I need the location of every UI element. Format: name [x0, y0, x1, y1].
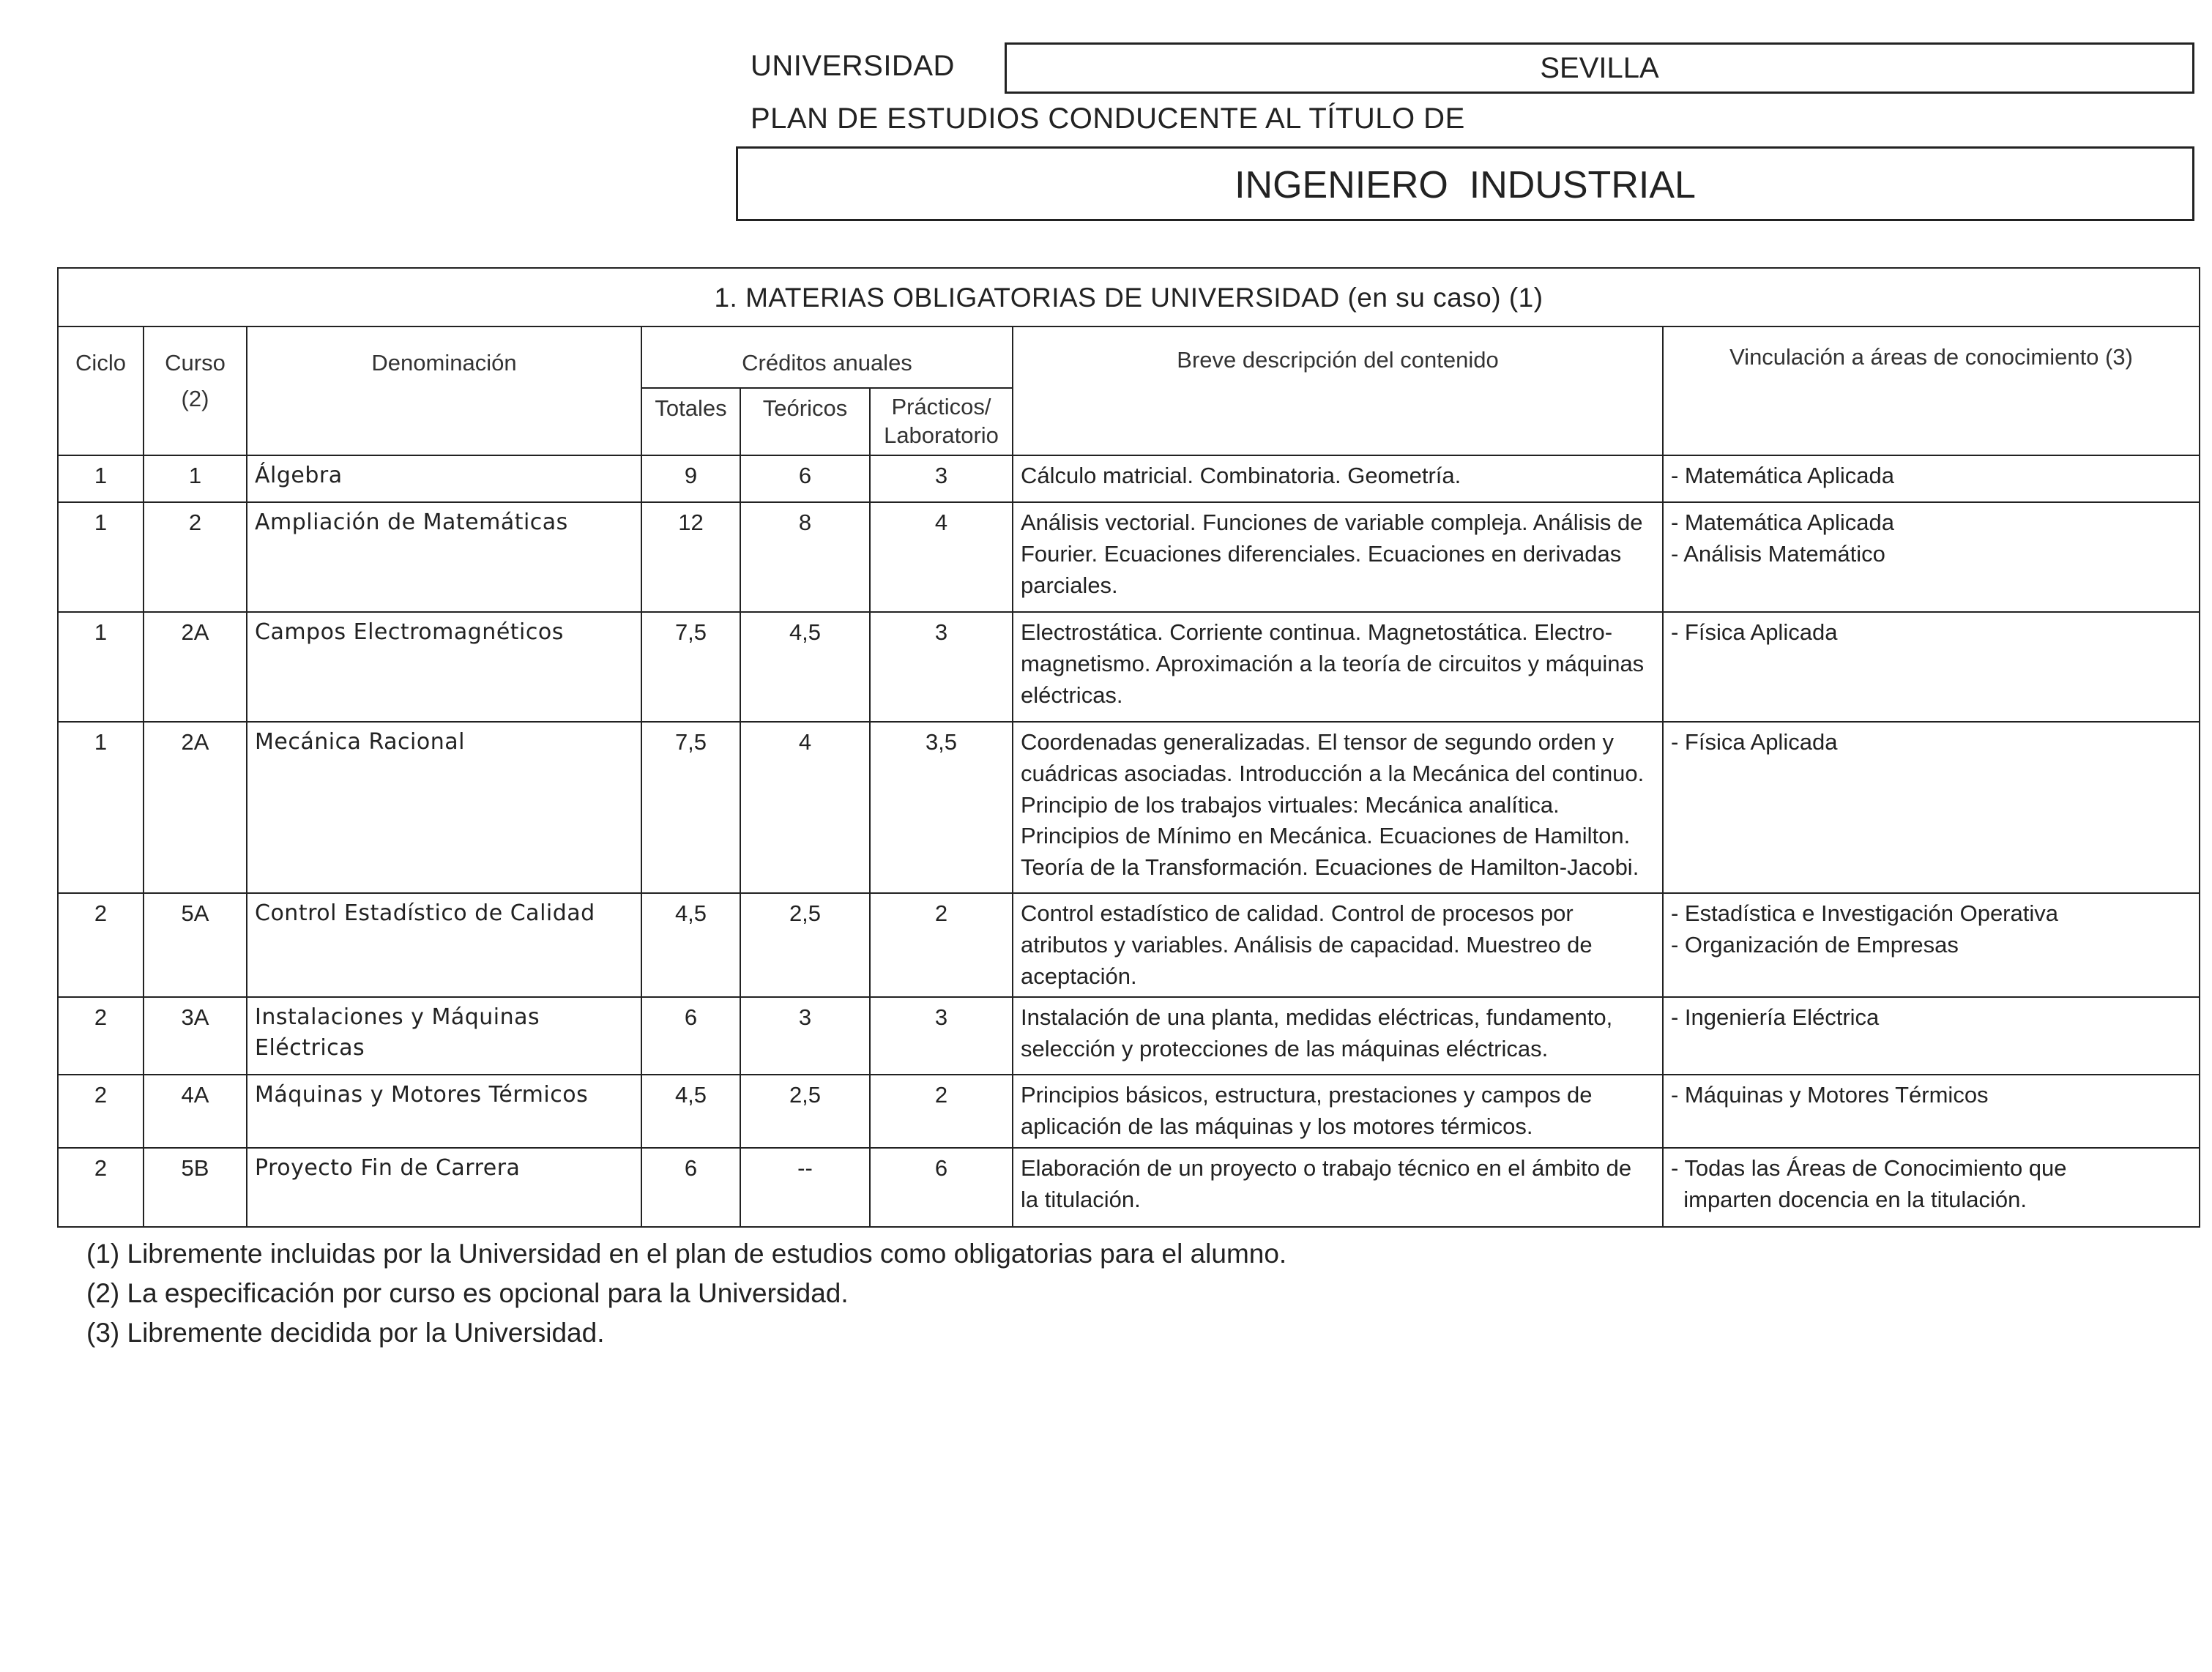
cell-ciclo: 1	[58, 722, 144, 893]
cell-curso: 3A	[144, 997, 247, 1075]
table-row	[58, 1148, 2200, 1227]
cell-practicos: 4	[870, 502, 1013, 612]
plan-label: PLAN DE ESTUDIOS CONDUCENTE AL TÍTULO DE	[751, 102, 1465, 135]
subjects-table	[57, 267, 2200, 1228]
cell-teoricos: 3	[740, 997, 870, 1075]
area-item: - Ingeniería Eléctrica	[1671, 1004, 1880, 1031]
cell-practicos: 6	[870, 1148, 1013, 1227]
cell-practicos: 3	[870, 455, 1013, 502]
footnote-3: (3) Libremente decidida por la Universidad.	[86, 1318, 605, 1348]
area-item: - Todas las Áreas de Conocimiento que	[1671, 1155, 2067, 1182]
cell-ciclo: 2	[58, 1148, 144, 1227]
university-label: UNIVERSIDAD	[751, 50, 955, 82]
table-row	[58, 893, 2200, 997]
cell-denominacion: Máquinas y Motores Térmicos	[247, 1075, 641, 1148]
table-row	[58, 1075, 2200, 1148]
cell-totales: 7,5	[641, 722, 740, 893]
table-row	[58, 722, 2200, 893]
table-row	[58, 455, 2200, 502]
cell-denominacion: Mecánica Racional	[247, 722, 641, 893]
cell-practicos: 3	[870, 612, 1013, 722]
cell-ciclo: 1	[58, 455, 144, 502]
cell-areas	[1663, 455, 2200, 502]
cell-practicos: 3,5	[870, 722, 1013, 893]
cell-totales: 4,5	[641, 893, 740, 997]
cell-teoricos: 6	[740, 455, 870, 502]
cell-totales: 7,5	[641, 612, 740, 722]
cell-areas	[1663, 893, 2200, 997]
cell-areas	[1663, 502, 2200, 612]
area-item: - Estadística e Investigación Operativa	[1671, 900, 2058, 926]
cell-curso: 2A	[144, 722, 247, 893]
cell-teoricos: --	[740, 1148, 870, 1227]
university-value: SEVILLA	[1540, 52, 1659, 84]
cell-ciclo: 2	[58, 893, 144, 997]
cell-descripcion: Elaboración de un proyecto o trabajo técnico en el ámbito de la titulación.	[1013, 1148, 1663, 1227]
cell-totales: 12	[641, 502, 740, 612]
table-row	[58, 612, 2200, 722]
cell-areas	[1663, 1075, 2200, 1148]
header-denominacion: Denominación	[247, 326, 641, 455]
cell-curso: 2	[144, 502, 247, 612]
cell-curso: 1	[144, 455, 247, 502]
cell-denominacion: Álgebra	[247, 455, 641, 502]
degree-value: INGENIERO INDUSTRIAL	[1235, 164, 1696, 206]
cell-totales: 9	[641, 455, 740, 502]
cell-ciclo: 2	[58, 1075, 144, 1148]
header-creditos: Créditos anuales	[641, 326, 1013, 388]
cell-ciclo: 1	[58, 612, 144, 722]
table-row	[58, 502, 2200, 612]
header-curso-label: Curso	[165, 350, 226, 376]
cell-totales: 6	[641, 997, 740, 1075]
cell-teoricos: 8	[740, 502, 870, 612]
cell-denominacion: Ampliación de Matemáticas	[247, 502, 641, 612]
area-item: - Física Aplicada	[1671, 729, 1838, 755]
cell-ciclo: 2	[58, 997, 144, 1075]
cell-descripcion: Instalación de una planta, medidas eléctricas, fundamento, selección y protecciones de las máquinas eléctricas.	[1013, 997, 1663, 1075]
cell-totales: 4,5	[641, 1075, 740, 1148]
cell-curso: 4A	[144, 1075, 247, 1148]
area-item: imparten docencia en la titulación.	[1671, 1187, 2027, 1213]
header-curso-note: (2)	[181, 385, 209, 411]
cell-denominacion: Proyecto Fin de Carrera	[247, 1148, 641, 1227]
table-row	[58, 997, 2200, 1075]
cell-descripcion: Principios básicos, estructura, prestaciones y campos de aplicación de las máquinas y los motores térmicos.	[1013, 1075, 1663, 1148]
area-item: - Análisis Matemático	[1671, 540, 1885, 567]
cell-practicos: 2	[870, 893, 1013, 997]
cell-curso: 2A	[144, 612, 247, 722]
cell-descripcion: Cálculo matricial. Combinatoria. Geometría.	[1013, 455, 1663, 502]
cell-practicos: 2	[870, 1075, 1013, 1148]
university-box	[1005, 42, 2194, 94]
cell-descripcion: Control estadístico de calidad. Control de procesos por atributos y variables. Análisis de capacidad. Muestreo de aceptación.	[1013, 893, 1663, 997]
degree-box	[736, 146, 2194, 221]
table-title: 1. MATERIAS OBLIGATORIAS DE UNIVERSIDAD (en su caso) (1)	[58, 268, 2200, 326]
area-item: - Organización de Empresas	[1671, 931, 1959, 958]
cell-curso: 5A	[144, 893, 247, 997]
header-vinculacion: Vinculación a áreas de conocimiento (3)	[1663, 326, 2200, 455]
footnote-1: (1) Libremente incluidas por la Universidad en el plan de estudios como obligatorias para el alumno.	[86, 1239, 1287, 1269]
header-curso	[144, 326, 247, 455]
cell-areas	[1663, 612, 2200, 722]
cell-denominacion: Campos Electromagnéticos	[247, 612, 641, 722]
header-totales: Totales	[641, 388, 740, 455]
cell-practicos: 3	[870, 997, 1013, 1075]
area-item: - Física Aplicada	[1671, 619, 1838, 645]
cell-areas	[1663, 997, 2200, 1075]
cell-teoricos: 2,5	[740, 893, 870, 997]
header-descripcion: Breve descripción del contenido	[1013, 326, 1663, 455]
cell-descripcion: Coordenadas generalizadas. El tensor de segundo orden y cuádricas asociadas. Introducción a la Mecánica del continuo. Principio de los trabajos virtuales: Mecánica analítica. Principios de Mínimo en Mecánica. Ecuaciones de Hamilton. Teoría de la Transformación. Ecuaciones de Hamilton-Jacobi.	[1013, 722, 1663, 893]
cell-teoricos: 2,5	[740, 1075, 870, 1148]
cell-totales: 6	[641, 1148, 740, 1227]
header-teoricos: Teóricos	[740, 388, 870, 455]
header-practicos	[870, 388, 1013, 455]
area-item: - Matemática Aplicada	[1671, 510, 1894, 535]
cell-denominacion: Control Estadístico de Calidad	[247, 893, 641, 997]
header-practicos-line2: Laboratorio	[884, 422, 999, 448]
header-practicos-line1: Prácticos/	[891, 394, 991, 419]
header-ciclo: Ciclo	[58, 326, 144, 455]
cell-teoricos: 4,5	[740, 612, 870, 722]
cell-descripcion: Análisis vectorial. Funciones de variable compleja. Análisis de Fourier. Ecuaciones diferenciales. Ecuaciones en derivadas parciales.	[1013, 502, 1663, 612]
cell-areas	[1663, 1148, 2200, 1227]
cell-teoricos: 4	[740, 722, 870, 893]
area-item: - Máquinas y Motores Térmicos	[1671, 1082, 1989, 1108]
area-item: - Matemática Aplicada	[1671, 463, 1894, 488]
cell-curso: 5B	[144, 1148, 247, 1227]
footnote-2: (2) La especificación por curso es opcional para la Universidad.	[86, 1278, 849, 1308]
cell-areas	[1663, 722, 2200, 893]
cell-ciclo: 1	[58, 502, 144, 612]
cell-denominacion: Instalaciones y Máquinas Eléctricas	[247, 997, 641, 1075]
cell-descripcion: Electrostática. Corriente continua. Magnetostática. Electro-magnetismo. Aproximación a la teoría de circuitos y máquinas eléctricas.	[1013, 612, 1663, 722]
